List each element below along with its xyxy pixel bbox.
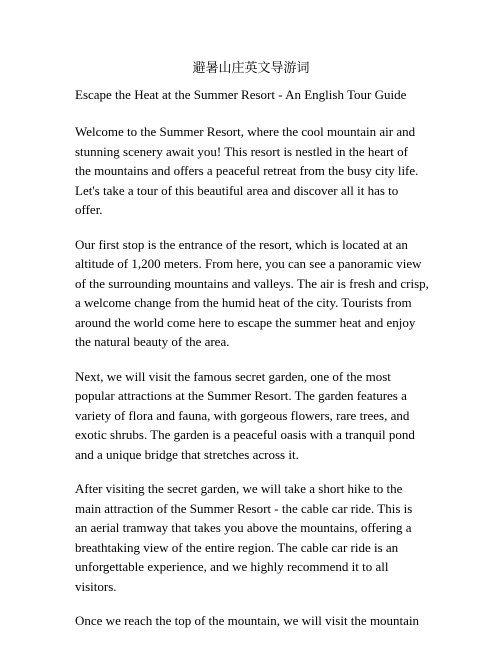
paragraph-line: altitude of 1,200 meters. From here, you can see a panoramic view bbox=[75, 256, 422, 271]
page-title: 避暑山庄英文导游词 bbox=[192, 60, 310, 75]
paragraph-line: a welcome change from the humid heat of the city. Tourists from bbox=[75, 295, 412, 310]
paragraph-line: stunning scenery await you! This resort is nestled in the heart of bbox=[75, 143, 408, 159]
paragraph-line: the mountains and offers a peaceful retreat from the busy city life. bbox=[75, 163, 419, 178]
paragraph-line: an aerial tramway that takes you above the mountains, offering a bbox=[75, 520, 412, 535]
paragraph bbox=[75, 235, 440, 352]
paragraph bbox=[75, 479, 440, 596]
paragraph-line: the natural beauty of the area. bbox=[75, 334, 230, 349]
paragraph-line: main attraction of the Summer Resort - the cable car ride. This is bbox=[75, 500, 413, 516]
paragraph-line: Once we reach the top of the mountain, we will visit the mountain bbox=[75, 613, 420, 628]
paragraph-line: around the world come here to escape the summer heat and enjoy bbox=[75, 314, 416, 330]
paragraph-line: of the surrounding mountains and valleys. The air is fresh and crisp, bbox=[75, 275, 429, 291]
paragraph bbox=[75, 367, 440, 465]
paragraph-line: exotic shrubs. The garden is a peaceful oasis with a tranquil pond bbox=[75, 427, 415, 442]
paragraph-line: Next, we will visit the famous secret garden, one of the most bbox=[75, 368, 391, 384]
paragraph bbox=[75, 122, 440, 220]
paragraph-line: unforgettable experience, and we highly recommend it to all bbox=[75, 559, 389, 574]
paragraph-line: Let's take a tour of this beautiful area and discover all it has to bbox=[75, 182, 399, 198]
paragraph-line: Welcome to the Summer Resort, where the cool mountain air and bbox=[75, 124, 416, 139]
document-body bbox=[75, 122, 440, 646]
document-subtitle: Escape the Heat at the Summer Resort - An English Tour Guide bbox=[75, 87, 407, 102]
paragraph-line: After visiting the secret garden, we will take a short hike to the bbox=[75, 481, 403, 496]
paragraph-line: variety of flora and fauna, with gorgeous flowers, rare trees, and bbox=[75, 407, 410, 423]
paragraph bbox=[75, 611, 440, 631]
paragraph-line: breathtaking view of the entire region. The cable car ride is an bbox=[75, 539, 399, 555]
paragraph-line: visitors. bbox=[75, 578, 117, 594]
paragraph-line: Our first stop is the entrance of the resort, which is located at an bbox=[75, 236, 408, 252]
paragraph-line: and a unique bridge that stretches across it. bbox=[75, 446, 299, 462]
paragraph-line: offer. bbox=[75, 202, 103, 217]
paragraph-line: popular attractions at the Summer Resort. The garden features a bbox=[75, 388, 407, 403]
